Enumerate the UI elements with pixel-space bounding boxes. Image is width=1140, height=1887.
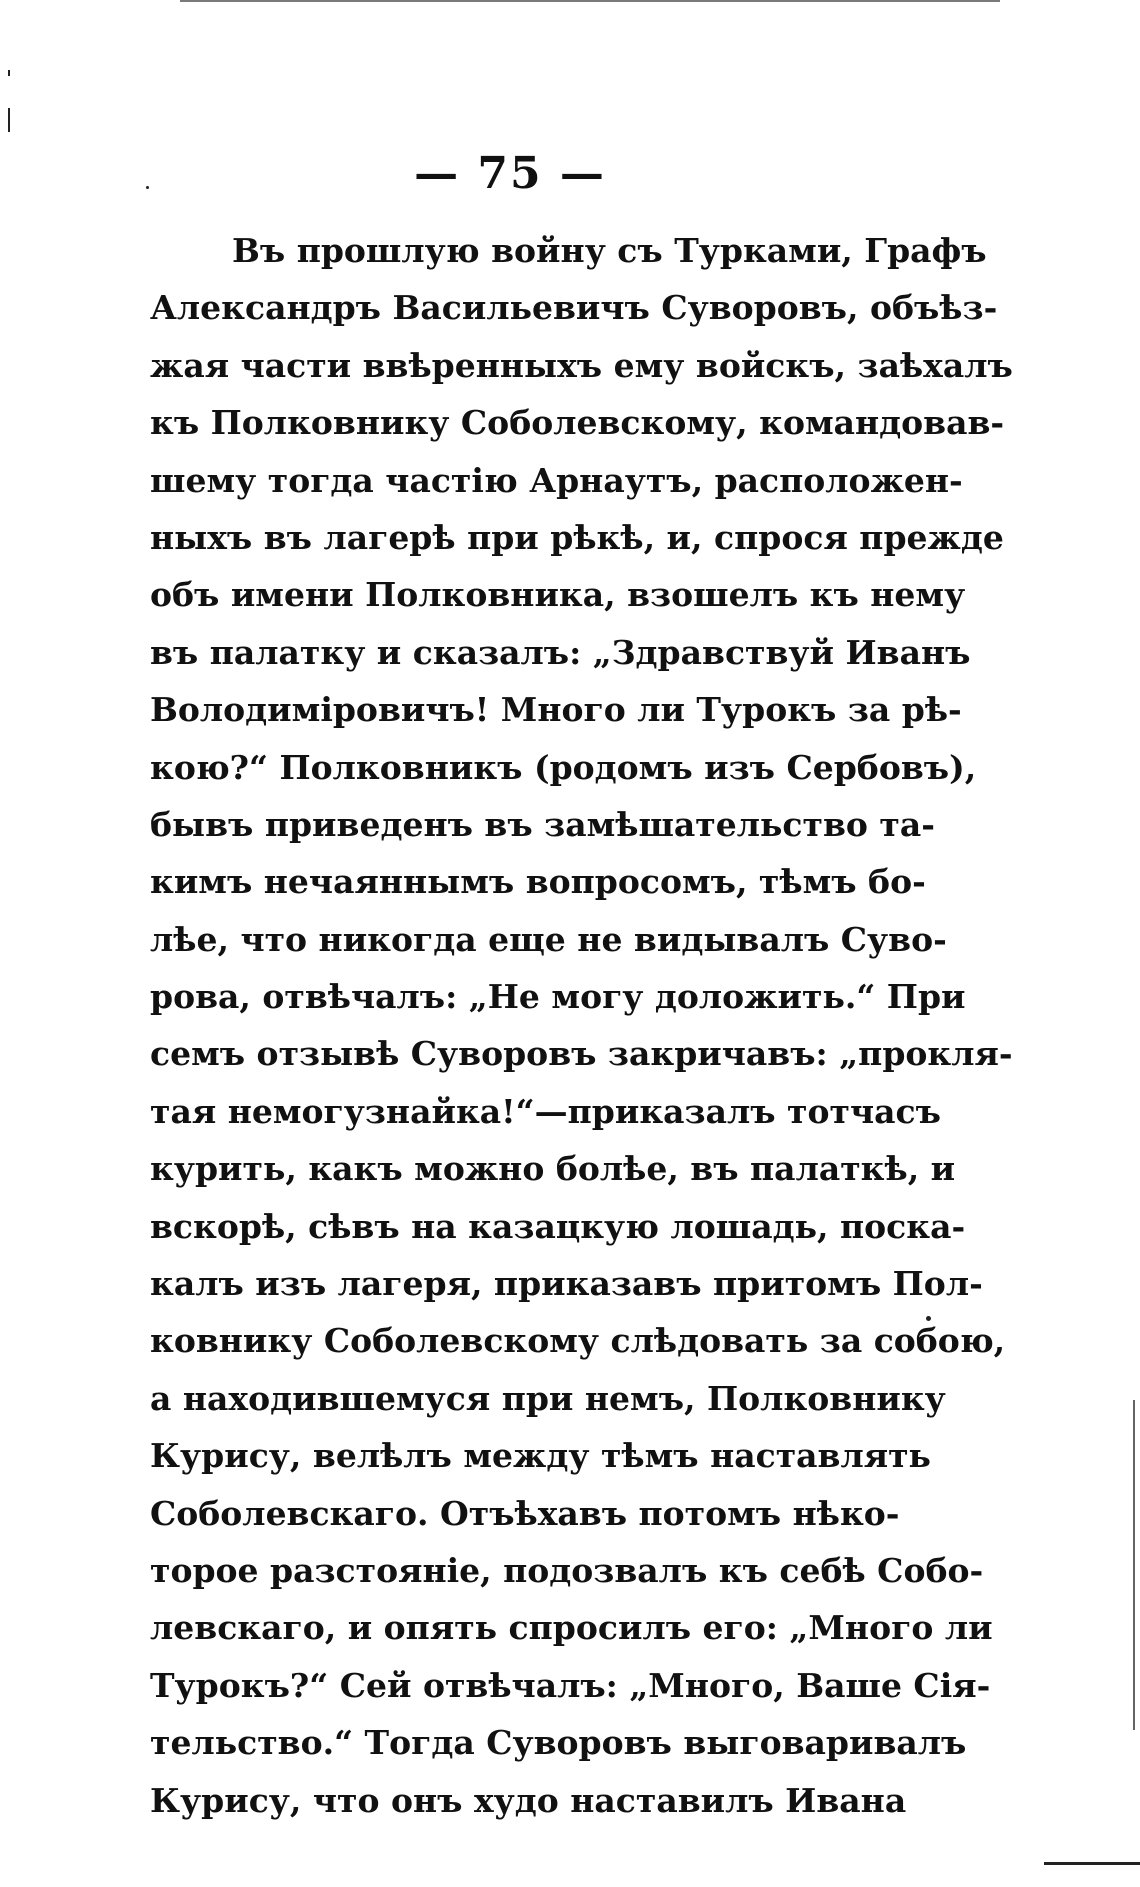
text-line: тельство.“ Тогда Суворовъ выговаривалъ xyxy=(150,1723,967,1763)
page-number: — 75 — xyxy=(414,148,606,199)
text-line: Турокъ?“ Сей отвѣчалъ: „Много, Ваше Сія- xyxy=(150,1665,991,1705)
scan-speck xyxy=(8,108,10,132)
text-line: жая части ввѣренныхъ ему войскъ, заѣхалъ xyxy=(150,345,1013,385)
text-line: Въ прошлую войну съ Турками, Графъ xyxy=(232,231,987,270)
text-line: рова, отвѣчалъ: „Не могу доложить.“ При xyxy=(150,977,966,1017)
text-line: левскаго, и опять спросилъ его: „Много ли xyxy=(150,1608,993,1648)
text-line: Володиміровичъ! Много ли Турокъ за рѣ- xyxy=(150,690,962,730)
text-line: калъ изъ лагеря, приказавъ притомъ Пол- xyxy=(150,1264,983,1304)
text-line: кою?“ Полковникъ (родомъ изъ Сербовъ), xyxy=(150,747,977,787)
text-line: кимъ нечаяннымъ вопросомъ, тѣмъ бо- xyxy=(150,862,926,902)
text-line: курить, какъ можно болѣе, въ палаткѣ, и xyxy=(150,1149,956,1189)
scan-edge-mark xyxy=(1133,1400,1135,1730)
text-line: Курису, велѣлъ между тѣмъ наставлять xyxy=(150,1436,931,1476)
text-line: бывъ приведенъ въ замѣшательство та- xyxy=(150,804,935,844)
scan-edge-mark xyxy=(1044,1862,1140,1865)
text-line: ковнику Соболевскому слѣдовать за собою, xyxy=(150,1321,1006,1361)
text-line: вскорѣ, сѣвъ на казацкую лошадь, поска- xyxy=(150,1206,966,1246)
text-line: ныхъ въ лагерѣ при рѣкѣ, и, спрося прежде xyxy=(150,517,1004,557)
text-line: тая немогузнайка!“—приказалъ тотчасъ xyxy=(150,1091,941,1131)
scan-speck xyxy=(8,70,10,76)
text-line: а находившемуся при немъ, Полковнику xyxy=(150,1378,946,1418)
text-line: Соболевскаго. Отъѣхавъ потомъ нѣко- xyxy=(150,1493,900,1533)
text-line: шему тогда частію Арнаутъ, расположен- xyxy=(150,460,963,500)
text-line: въ палатку и сказалъ: „Здравствуй Иванъ xyxy=(150,632,971,672)
body-text xyxy=(150,222,1013,1829)
text-line: лѣе, что никогда еще не видывалъ Суво- xyxy=(150,919,947,959)
scan-edge-mark xyxy=(180,0,1000,2)
text-line: торое разстояніе, подозвалъ къ себѣ Собо- xyxy=(150,1550,984,1590)
text-line: къ Полковнику Соболевскому, командовав- xyxy=(150,403,1005,443)
text-line: Александръ Васильевичъ Суворовъ, объѣз- xyxy=(150,288,998,328)
text-line: объ имени Полковника, взошелъ къ нему xyxy=(150,575,966,615)
text-line: Курису, что онъ худо наставилъ Ивана xyxy=(150,1780,907,1820)
text-line: семъ отзывѣ Суворовъ закричавъ: „прокля- xyxy=(150,1034,1013,1074)
